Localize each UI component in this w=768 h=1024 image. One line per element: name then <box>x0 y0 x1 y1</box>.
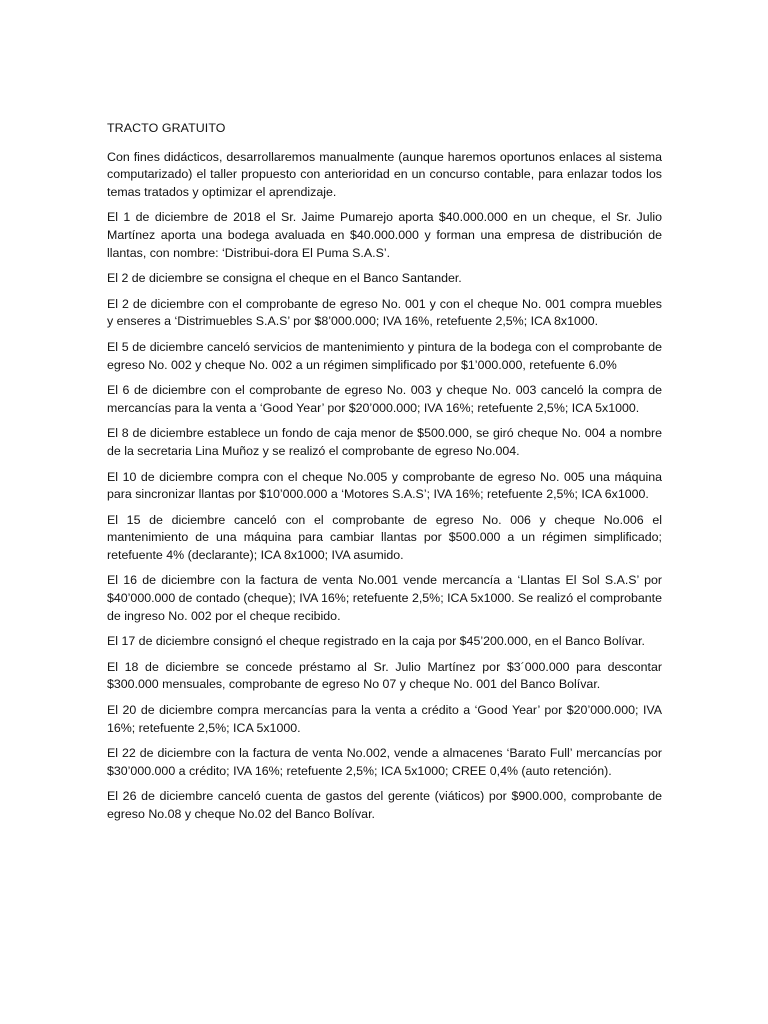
paragraph-dec-2-deposit: El 2 de diciembre se consigna el cheque en el Banco Santander. <box>107 271 462 286</box>
paragraph-dec-10: El 10 de diciembre compra con el cheque No.005 y comprobante de egreso No. 005 una máquina para sincronizar llantas por $10’000.000 a ‘Motores S.A.S’; IVA 16%; retefuente 2,5%; ICA 6x1000. <box>107 469 662 502</box>
paragraph-dec-22: El 22 de diciembre con la factura de venta No.002, vende a almacenes ‘Barato Full’ mercancías por $30’000.000 a crédito; IVA 16%; retefuente 2,5%; ICA 5x1000; CREE 0,4% (auto retención). <box>107 746 662 778</box>
paragraph-intro: Con fines didácticos, desarrollaremos manualmente (aunque haremos oportunos enlaces al sistema computarizado) el taller propuesto con anterioridad en un concurso contable, para enlazar todos los temas tratados y optimizar el aprendizaje. <box>107 149 662 199</box>
paragraph-dec-15: El 15 de diciembre canceló con el comprobante de egreso No. 006 y cheque No.006 el mantenimiento de una máquina para cambiar llantas por $500.000 a un régimen simplificado; retefuente 4% (declarante); ICA 8x1000; IVA asumido. <box>107 512 662 562</box>
paragraph-dec-2-furniture: El 2 de diciembre con el comprobante de egreso No. 001 y con el cheque No. 001 compra muebles y enseres a ‘Distrimuebles S.A.S’ por $8’000.000; IVA 16%, retefuente 2,5%; ICA 8x1000. <box>107 296 662 329</box>
paragraph-dec-8: El 8 de diciembre establece un fondo de caja menor de $500.000, se giró cheque No. 004 a nombre de la secretaria Lina Muñoz y se realizó el comprobante de egreso No.004. <box>107 426 662 458</box>
document-title: TRACTO GRATUITO <box>107 121 226 135</box>
paragraph-dec-20: El 20 de diciembre compra mercancías para la venta a crédito a ‘Good Year’ por $20’000.000; IVA 16%; retefuente 2,5%; ICA 5x1000. <box>107 703 662 735</box>
paragraph-dec-6: El 6 de diciembre con el comprobante de egreso No. 003 y cheque No. 003 canceló la compra de mercancías para la venta a ‘Good Year’ por $20’000.000; IVA 16%; retefuente 2,5%; ICA 5x1000. <box>107 383 662 415</box>
paragraph-dec-5: El 5 de diciembre canceló servicios de mantenimiento y pintura de la bodega con el comprobante de egreso No. 002 y cheque No. 002 a un régimen simplificado por $1’000.000, retefuente 6.0% <box>107 339 662 372</box>
document-body <box>107 120 662 824</box>
paragraph-dec-17: El 17 de diciembre consignó el cheque registrado en la caja por $45’200.000, en el Banco Bolívar. <box>107 634 645 649</box>
paragraph-dec-1: El 1 de diciembre de 2018 el Sr. Jaime Pumarejo aporta $40.000.000 en un cheque, el Sr. Julio Martínez aporta una bodega avaluada en $40.000.000 y forman una empresa de distribución de llantas, con nombre: ‘Distribui-dora El Puma S.A.S’. <box>107 210 662 260</box>
paragraph-dec-26: El 26 de diciembre canceló cuenta de gastos del gerente (viáticos) por $900.000, comprobante de egreso No.08 y cheque No.02 del Banco Bolívar. <box>107 789 662 821</box>
paragraph-dec-16: El 16 de diciembre con la factura de venta No.001 vende mercancía a ‘Llantas El Sol S.A.S’ por $40’000.000 de contado (cheque); IVA 16%; retefuente 2,5%; ICA 5x1000. Se realizó el comprobante de ingreso No. 002 por el cheque recibido. <box>107 573 662 623</box>
paragraph-dec-18: El 18 de diciembre se concede préstamo al Sr. Julio Martínez por $3´000.000 para descontar $300.000 mensuales, comprobante de egreso No 07 y cheque No. 001 del Banco Bolívar. <box>107 659 662 692</box>
